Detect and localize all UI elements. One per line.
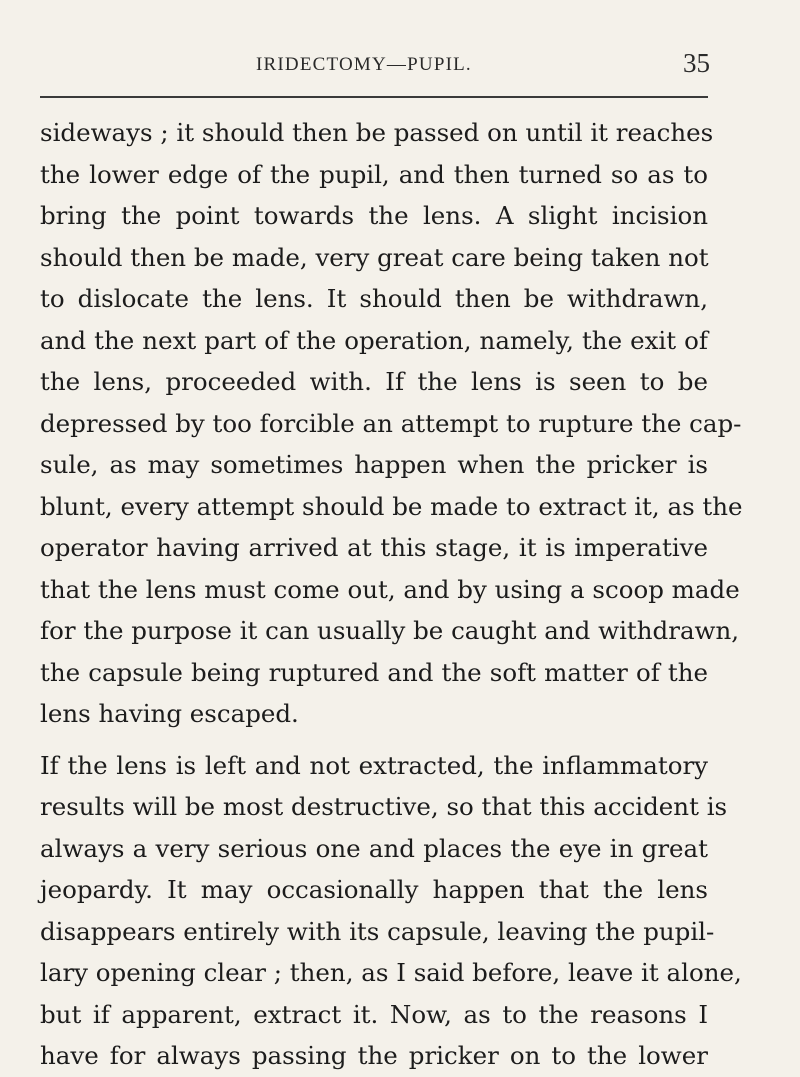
text-line: results will be most destructive, so that this accident is [40,792,728,821]
body-text [40,112,743,1077]
text-line: but if apparent, extract it. Now, as to the reasons I [40,999,708,1029]
text-line: sideways ; it should then be passed on until it reaches [40,118,714,147]
running-header [40,48,710,88]
text-line: blunt, every attempt should be made to extract it, as the [40,491,743,521]
paragraph-gap [40,735,708,745]
text-line: and the next part of the operation, namely, the exit of [40,325,708,355]
text-line: lary opening clear ; then, as I said before, leave it alone, [40,958,742,987]
text-line: jeopardy. It may occasionally happen that the lens [40,875,708,904]
text-line: bring the point towards the lens. A slight incision [40,201,708,230]
text-line: If the lens is left and not extracted, the inflammatory [40,750,708,780]
text-line: should then be made, very great care being taken not [40,242,709,272]
page-number: 35 [683,48,710,78]
text-line: sule, as may sometimes happen when the pricker is [40,450,708,479]
text-line: that the lens must come out, and by using a scoop made [40,574,740,604]
text-line: to dislocate the lens. It should then be withdrawn, [40,284,708,313]
text-line: the capsule being ruptured and the soft matter of the [40,657,708,687]
header-rule [40,96,708,98]
text-line: operator having arrived at this stage, it is imperative [40,533,708,562]
text-line: always a very serious one and places the eye in great [40,833,708,863]
text-line: have for always passing the pricker on to the lower [40,1041,708,1070]
text-line: the lens, proceeded with. If the lens is seen to be [40,367,708,396]
text-line: the lower edge of the pupil, and then turned so as to [40,159,708,189]
text-line: depressed by too forcible an attempt to rupture the cap- [40,408,742,438]
text-line: for the purpose it can usually be caught and withdrawn, [40,616,740,645]
running-title: IRIDECTOMY—PUPIL. [256,54,472,75]
text-line: lens having escaped. [40,699,299,728]
text-line: disappears entirely with its capsule, leaving the pupil- [40,916,715,946]
